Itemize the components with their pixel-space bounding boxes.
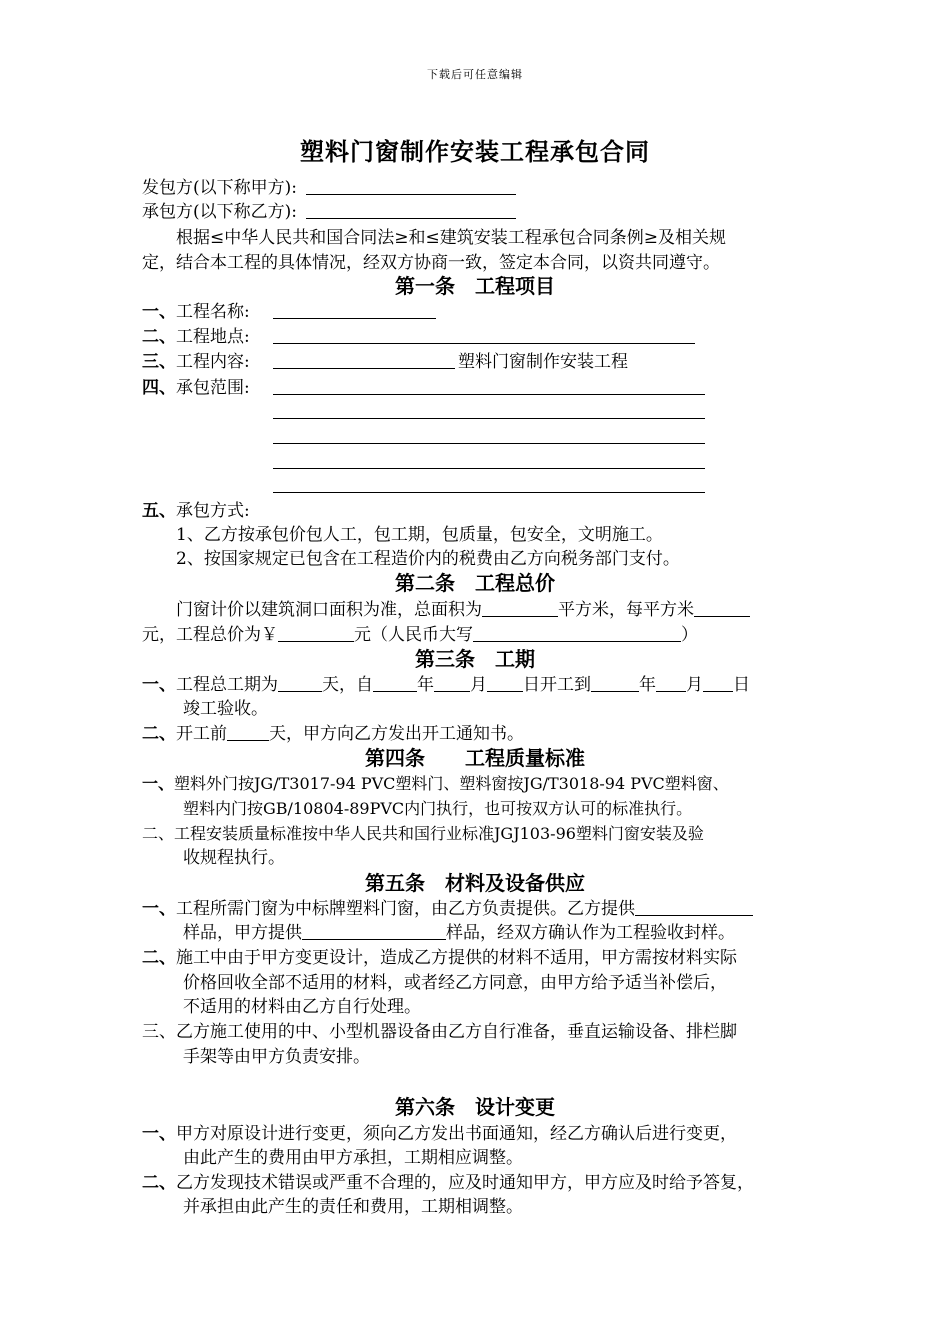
- a3-text: 月: [686, 675, 703, 695]
- a2-line-2-text-a: 元，工程总价为￥: [142, 625, 278, 645]
- a1-item-3-value: 塑料门窗制作安装工程: [458, 352, 628, 372]
- a1-item-2: [142, 325, 250, 349]
- a5-text: 工程所需门窗为中标牌塑料门窗，由乙方负责提供。乙方提供: [176, 899, 635, 919]
- a1-item-1-label: 工程名称:: [176, 302, 250, 322]
- total-area-blank: [482, 598, 558, 617]
- scope-blank-5: [273, 492, 705, 493]
- a5-item-3-line-2: 手架等由甲方负责安排。: [183, 1047, 370, 1067]
- a4-item-2-line-2: 收规程执行。: [183, 848, 285, 868]
- total-price-blank: [278, 623, 354, 642]
- scope-blank-2: [273, 418, 705, 419]
- item-number: 一、: [142, 675, 176, 695]
- a2-line-1: [176, 598, 750, 622]
- item-number: 一、: [142, 774, 175, 793]
- a6-item-1-line-2: 由此产生的费用由甲方承担，工期相应调整。: [183, 1148, 523, 1168]
- party-a-blank: [306, 176, 516, 195]
- a6-item-1-line-1: [142, 1122, 737, 1146]
- notice-days-blank: [227, 722, 269, 741]
- end-day-blank: [703, 673, 733, 692]
- end-year-blank: [591, 673, 639, 692]
- item-number: 一、: [142, 1124, 176, 1144]
- item-number: 一、: [142, 302, 176, 322]
- page-title: 塑料门窗制作安装工程承包合同: [300, 137, 650, 166]
- a1-item-4-label: 承包范围:: [176, 378, 250, 398]
- a2-line-2-text-c: ）: [681, 625, 698, 645]
- a2-line-1-text-a: 门窗计价以建筑洞口面积为准，总面积为: [176, 600, 482, 620]
- item-number: 二、: [142, 327, 176, 347]
- a1-item-3: [142, 350, 250, 374]
- article-5-heading: 第五条 材料及设备供应: [365, 871, 585, 895]
- item-number: 二、: [142, 724, 176, 744]
- scope-blank-3: [273, 443, 705, 444]
- project-location-blank: [273, 343, 695, 344]
- a1-sub-2: 2、按国家规定已包含在工程造价内的税费由乙方向税务部门支付。: [176, 549, 680, 569]
- preamble-line-1: 根据≤中华人民共和国合同法≥和≤建筑安装工程承包合同条例≥及相关规: [176, 228, 726, 248]
- a5-item-1-line-2: [183, 921, 735, 945]
- a3-text: 开工前: [176, 724, 227, 744]
- a5-text: 施工中由于甲方变更设计，造成乙方提供的材料不适用，甲方需按材料实际: [176, 948, 737, 968]
- a4-item-2-line-1: [142, 822, 704, 846]
- item-number: 二、: [142, 948, 176, 968]
- party-a-label: 发包方(以下称甲方):: [142, 178, 297, 198]
- supplier-a-sample-blank: [302, 921, 446, 940]
- a2-line-2-text-b: 元（人民币大写: [354, 625, 473, 645]
- a6-text: 甲方对原设计进行变更，须向乙方发出书面通知，经乙方确认后进行变更，: [176, 1124, 737, 1144]
- start-month-blank: [434, 673, 470, 692]
- a3-text: 工程总工期为: [176, 675, 278, 695]
- a1-item-4: [142, 376, 250, 400]
- a2-line-2: [142, 623, 698, 647]
- a3-text: 年: [417, 675, 434, 695]
- a3-text: 日: [733, 675, 750, 695]
- a3-item-1: [142, 673, 750, 697]
- item-number: 三、: [142, 352, 176, 372]
- a6-item-2-line-2: 并承担由此产生的责任和费用，工期相调整。: [183, 1197, 523, 1217]
- a5-item-3-line-1: [142, 1020, 737, 1044]
- a5-text: 乙方施工使用的中、小型机器设备由乙方自行准备，垂直运输设备、排栏脚: [176, 1022, 737, 1042]
- project-content-blank: [273, 368, 455, 369]
- a4-text: 工程安装质量标准按中华人民共和国行业标准JGJ103-96塑料门窗安装及验: [174, 824, 704, 843]
- a5-text: 样品，经双方确认作为工程验收封样。: [446, 923, 735, 943]
- a5-text: 样品，甲方提供: [183, 923, 302, 943]
- article-4-heading: 第四条 工程质量标准: [365, 746, 585, 770]
- header-note: 下载后可任意编辑: [427, 68, 523, 81]
- party-b-label: 承包方(以下称乙方):: [142, 202, 297, 222]
- a5-item-2-line-1: [142, 946, 737, 970]
- preamble-line-2: 定，结合本工程的具体情况，经双方协商一致，签定本合同，以资共同遵守。: [142, 253, 720, 273]
- article-1-heading: 第一条 工程项目: [395, 274, 555, 298]
- item-number: 二、: [142, 824, 175, 843]
- start-day-blank: [487, 673, 523, 692]
- a1-item-3-label: 工程内容:: [176, 352, 250, 372]
- project-name-blank: [273, 318, 436, 319]
- item-number: 五、: [142, 501, 176, 521]
- a3-text: 年: [639, 675, 656, 695]
- a1-sub-1: 1、乙方按承包价包人工，包工期，包质量，包安全，文明施工。: [176, 525, 663, 545]
- a5-item-1-line-1: [142, 897, 753, 921]
- a3-text: 天，自: [322, 675, 373, 695]
- supplier-b-sample-blank: [635, 897, 753, 916]
- start-year-blank: [373, 673, 417, 692]
- a3-text: 月: [470, 675, 487, 695]
- unit-price-blank: [694, 598, 750, 617]
- a3-item-2: [142, 722, 524, 746]
- a3-text: 天，甲方向乙方发出开工通知书。: [269, 724, 524, 744]
- a3-text: 日开工到: [523, 675, 591, 695]
- a4-item-1-line-1: [142, 772, 729, 796]
- end-month-blank: [656, 673, 686, 692]
- item-number: 二、: [142, 1173, 176, 1193]
- party-b-line: [142, 200, 516, 224]
- party-b-blank: [306, 200, 516, 219]
- price-in-words-blank: [473, 623, 681, 642]
- item-number: 四、: [142, 378, 176, 398]
- article-6-heading: 第六条 设计变更: [395, 1095, 555, 1119]
- a1-item-1: [142, 300, 250, 324]
- article-2-heading: 第二条 工程总价: [395, 571, 555, 595]
- duration-days-blank: [278, 673, 322, 692]
- a2-line-1-text-b: 平方米，每平方米: [558, 600, 694, 620]
- item-number: 三、: [142, 1022, 176, 1042]
- scope-blank-4: [273, 468, 705, 469]
- a6-item-2-line-1: [142, 1171, 754, 1195]
- item-number: 一、: [142, 899, 176, 919]
- article-3-heading: 第三条 工期: [415, 647, 535, 671]
- a1-item-2-label: 工程地点:: [176, 327, 250, 347]
- scope-blank-1: [273, 394, 705, 395]
- a5-item-2-line-2: 价格回收全部不适用的材料，或者经乙方同意，由甲方给予适当补偿后，: [183, 973, 727, 993]
- a1-item-5-label: 承包方式:: [176, 501, 250, 521]
- a3-item-1-cont: 竣工验收。: [183, 699, 268, 719]
- a5-item-2-line-3: 不适用的材料由乙方自行处理。: [183, 997, 421, 1017]
- a4-text: 塑料外门按JG/T3017-94 PVC塑料门、塑料窗按JG/T3018-94 PVC塑料窗、: [174, 774, 729, 793]
- a6-text: 乙方发现技术错误或严重不合理的，应及时通知甲方，甲方应及时给予答复，: [176, 1173, 754, 1193]
- party-a-line: [142, 176, 516, 200]
- a1-item-5: [142, 499, 250, 523]
- a4-item-1-line-2: 塑料内门按GB/10804-89PVC内门执行，也可按双方认可的标准执行。: [183, 799, 693, 818]
